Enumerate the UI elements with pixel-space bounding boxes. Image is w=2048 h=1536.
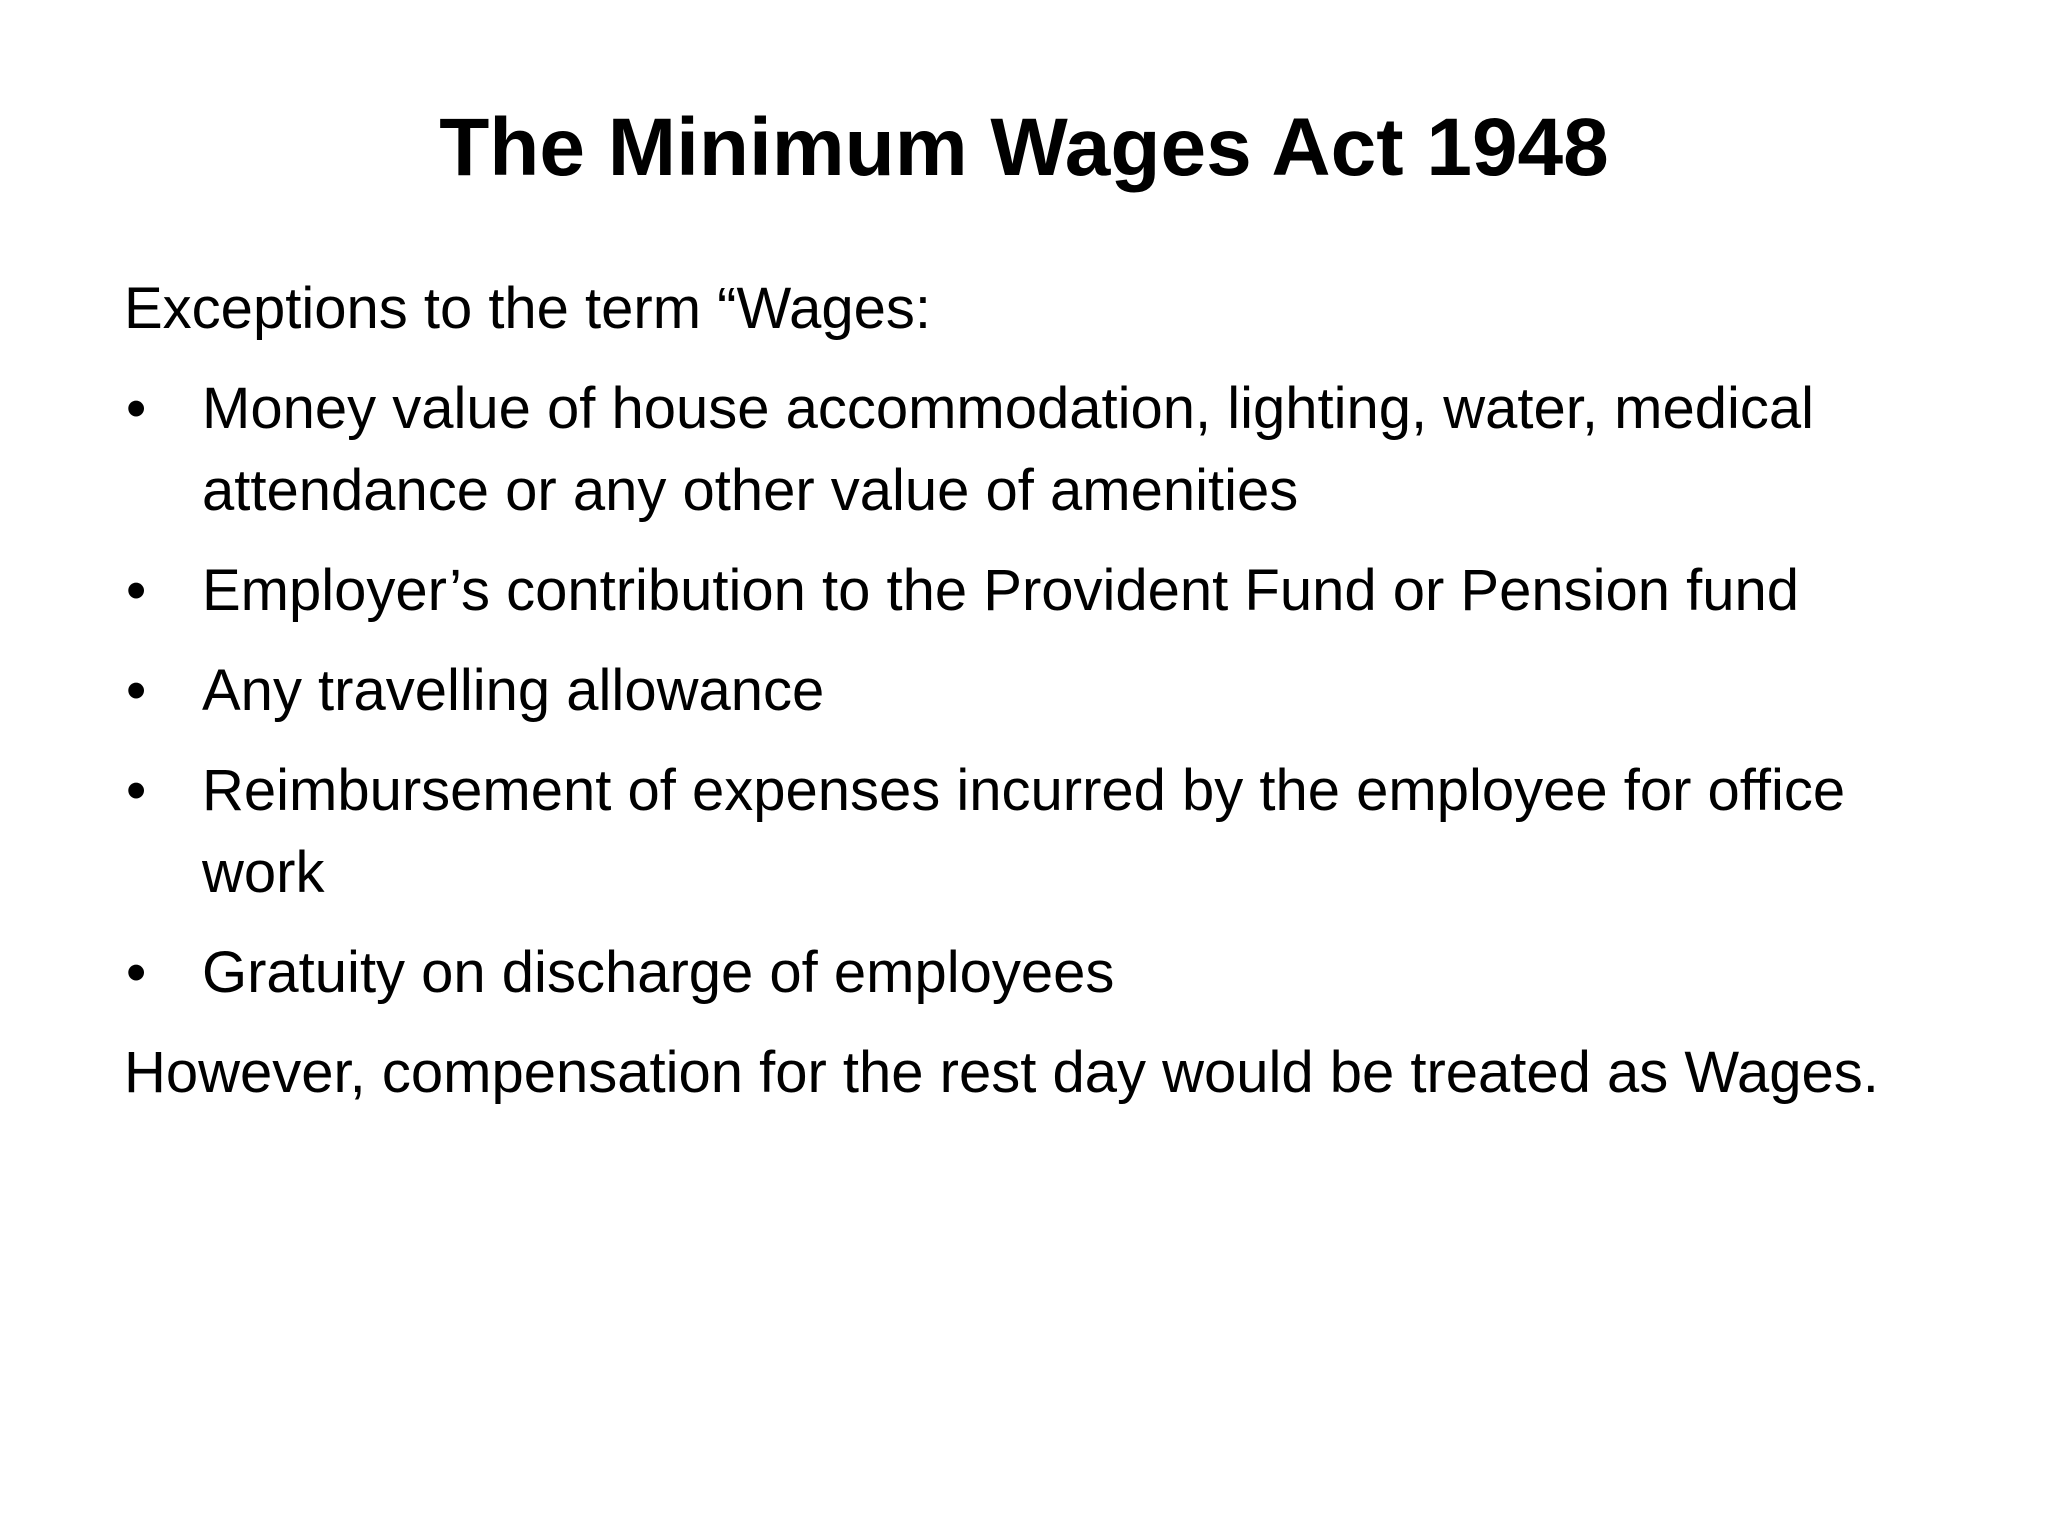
bullet-icon: • (126, 558, 147, 623)
list-item (124, 550, 1904, 632)
bullet-icon: • (126, 376, 147, 441)
slide-title: The Minimum Wages Act 1948 (439, 102, 1609, 193)
bullet-icon: • (126, 940, 147, 1005)
intro-text: Exceptions to the term “Wages: (124, 276, 931, 341)
exceptions-list (124, 368, 1904, 1014)
list-item-text: Reimbursement of expenses incurred by the employee for office work (202, 758, 1846, 905)
list-item-text: Employer’s contribution to the Provident Fund or Pension fund (202, 558, 1800, 623)
bullet-icon: • (126, 658, 147, 723)
bullet-icon: • (126, 758, 147, 823)
list-item (124, 368, 1904, 532)
closing-note: However, compensation for the rest day would be treated as Wages. (124, 1040, 1879, 1105)
list-item (124, 750, 1904, 914)
slide-body (124, 268, 1904, 1114)
list-item-text: Money value of house accommodation, lighting, water, medical attendance or any other value of amenities (202, 376, 1814, 523)
list-item-text: Gratuity on discharge of employees (202, 940, 1115, 1005)
list-item (124, 932, 1904, 1014)
list-item (124, 650, 1904, 732)
list-item-text: Any travelling allowance (202, 658, 825, 723)
